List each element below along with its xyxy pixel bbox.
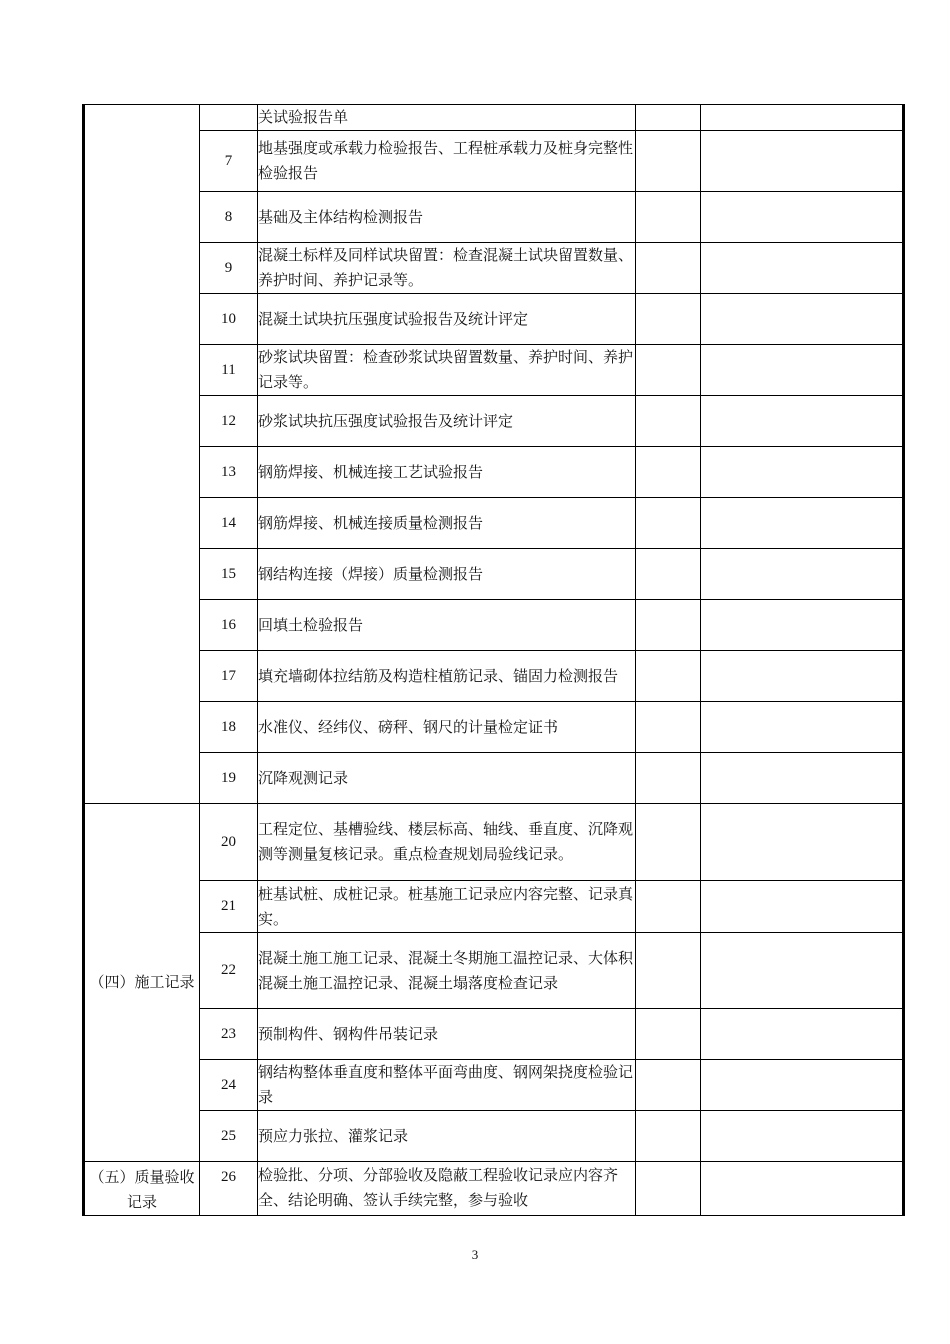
check-result-cell (636, 498, 701, 549)
item-description: 预制构件、钢构件吊装记录 (258, 1009, 636, 1060)
check-result-cell (636, 243, 701, 294)
item-number: 13 (200, 447, 258, 498)
remarks-cell (701, 498, 904, 549)
item-number: 9 (200, 243, 258, 294)
item-number: 12 (200, 396, 258, 447)
table-row (84, 804, 904, 881)
category-construction-records: （四）施工记录 (84, 804, 200, 1162)
check-result-cell (636, 131, 701, 192)
check-result-cell (636, 600, 701, 651)
item-number: 21 (200, 881, 258, 933)
check-result-cell (636, 105, 701, 131)
item-description: 钢结构整体垂直度和整体平面弯曲度、钢网架挠度检验记录 (258, 1060, 636, 1111)
check-result-cell (636, 396, 701, 447)
item-description: 混凝土标样及同样试块留置：检查混凝土试块留置数量、养护时间、养护记录等。 (258, 243, 636, 294)
item-description: 砂浆试块留置：检查砂浆试块留置数量、养护时间、养护记录等。 (258, 345, 636, 396)
item-number (200, 105, 258, 131)
table-row (84, 396, 904, 447)
page-number: 3 (471, 1247, 479, 1262)
table-row (84, 447, 904, 498)
table-row (84, 105, 904, 131)
check-result-cell (636, 933, 701, 1009)
remarks-cell (701, 131, 904, 192)
check-result-cell (636, 1162, 701, 1216)
item-number: 15 (200, 549, 258, 600)
remarks-cell (701, 396, 904, 447)
item-number: 7 (200, 131, 258, 192)
remarks-cell (701, 1111, 904, 1162)
remarks-cell (701, 243, 904, 294)
remarks-cell (701, 753, 904, 804)
table-row (84, 294, 904, 345)
item-number: 19 (200, 753, 258, 804)
table-row (84, 243, 904, 294)
table-row (84, 1009, 904, 1060)
item-number: 14 (200, 498, 258, 549)
item-description: 混凝土施工施工记录、混凝土冬期施工温控记录、大体积混凝土施工温控记录、混凝土塌落度检查记录 (258, 933, 636, 1009)
table-row (84, 345, 904, 396)
item-description: 沉降观测记录 (258, 753, 636, 804)
remarks-cell (701, 294, 904, 345)
table-row (84, 702, 904, 753)
item-description: 关试验报告单 (258, 105, 636, 131)
item-number: 17 (200, 651, 258, 702)
check-result-cell (636, 549, 701, 600)
table-row (84, 131, 904, 192)
check-result-cell (636, 294, 701, 345)
table-row (84, 1162, 904, 1216)
check-result-cell (636, 1009, 701, 1060)
item-number: 20 (200, 804, 258, 881)
check-result-cell (636, 1060, 701, 1111)
category-cell-section-3 (84, 105, 200, 804)
remarks-cell (701, 1060, 904, 1111)
remarks-cell (701, 600, 904, 651)
item-number: 8 (200, 192, 258, 243)
item-number: 25 (200, 1111, 258, 1162)
remarks-cell (701, 549, 904, 600)
remarks-cell (701, 1162, 904, 1216)
check-result-cell (636, 447, 701, 498)
table-row (84, 881, 904, 933)
check-result-cell (636, 881, 701, 933)
table-row (84, 192, 904, 243)
check-result-cell (636, 804, 701, 881)
item-number: 18 (200, 702, 258, 753)
item-description: 检验批、分项、分部验收及隐蔽工程验收记录应内容齐全、结论明确、签认手续完整，参与验收 (258, 1162, 636, 1216)
item-description: 桩基试桩、成桩记录。桩基施工记录应内容完整、记录真实。 (258, 881, 636, 933)
item-description: 钢筋焊接、机械连接工艺试验报告 (258, 447, 636, 498)
item-description: 钢筋焊接、机械连接质量检测报告 (258, 498, 636, 549)
remarks-cell (701, 881, 904, 933)
table-row (84, 1060, 904, 1111)
check-result-cell (636, 192, 701, 243)
remarks-cell (701, 345, 904, 396)
item-description: 填充墙砌体拉结筋及构造柱植筋记录、锚固力检测报告 (258, 651, 636, 702)
item-number: 26 (200, 1162, 258, 1216)
item-number: 10 (200, 294, 258, 345)
check-result-cell (636, 345, 701, 396)
inspection-checklist-table (82, 104, 905, 1216)
table-row (84, 1111, 904, 1162)
item-number: 11 (200, 345, 258, 396)
item-description: 预应力张拉、灌浆记录 (258, 1111, 636, 1162)
item-description: 回填土检验报告 (258, 600, 636, 651)
category-quality-acceptance-records: （五）质量验收记录 (84, 1162, 200, 1216)
table-row (84, 651, 904, 702)
table-row (84, 753, 904, 804)
check-result-cell (636, 651, 701, 702)
item-description: 钢结构连接（焊接）质量检测报告 (258, 549, 636, 600)
item-number: 16 (200, 600, 258, 651)
table-row (84, 498, 904, 549)
check-result-cell (636, 1111, 701, 1162)
table-row (84, 600, 904, 651)
item-description: 工程定位、基槽验线、楼层标高、轴线、垂直度、沉降观测等测量复核记录。重点检查规划局验线记录。 (258, 804, 636, 881)
remarks-cell (701, 651, 904, 702)
item-number: 22 (200, 933, 258, 1009)
item-description: 地基强度或承载力检验报告、工程桩承载力及桩身完整性检验报告 (258, 131, 636, 192)
item-number: 24 (200, 1060, 258, 1111)
remarks-cell (701, 192, 904, 243)
table-row (84, 933, 904, 1009)
item-description: 混凝土试块抗压强度试验报告及统计评定 (258, 294, 636, 345)
check-result-cell (636, 702, 701, 753)
remarks-cell (701, 447, 904, 498)
table-row (84, 549, 904, 600)
remarks-cell (701, 702, 904, 753)
remarks-cell (701, 1009, 904, 1060)
remarks-cell (701, 804, 904, 881)
item-description: 砂浆试块抗压强度试验报告及统计评定 (258, 396, 636, 447)
remarks-cell (701, 933, 904, 1009)
remarks-cell (701, 105, 904, 131)
check-result-cell (636, 753, 701, 804)
item-number: 23 (200, 1009, 258, 1060)
item-description: 基础及主体结构检测报告 (258, 192, 636, 243)
item-description: 水准仪、经纬仪、磅秤、钢尺的计量检定证书 (258, 702, 636, 753)
